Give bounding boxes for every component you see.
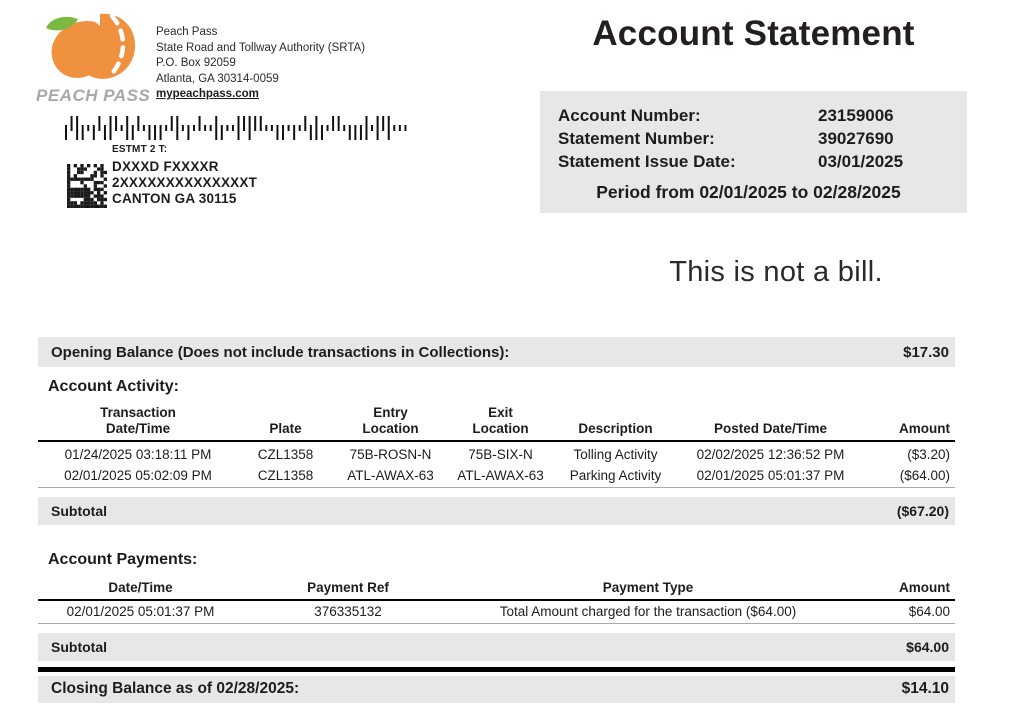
closing-divider [38, 667, 955, 672]
cell-entry: ATL-AWAX-63 [347, 467, 434, 483]
cell-payment-ref: 376335132 [314, 604, 382, 620]
cell-transaction: 01/24/2025 03:18:11 PM [64, 447, 212, 462]
cell-description: Tolling Activity [573, 447, 658, 462]
statement-number-label: Statement Number: [558, 129, 715, 148]
peach-icon [38, 10, 150, 84]
account-payments-heading: Account Payments: [48, 550, 198, 568]
col-payment-type: Payment Type [602, 579, 694, 595]
opening-balance-bar [38, 337, 955, 367]
sender-name: Peach Pass [156, 26, 218, 38]
col-amount: Amount [899, 579, 950, 595]
col-posted-datetime: Posted Date/Time [713, 420, 828, 436]
col-plate: Plate [269, 420, 302, 436]
payments-header-row [38, 580, 955, 601]
not-a-bill-notice: This is not a bill. [669, 256, 883, 288]
account-activity-heading: Account Activity: [48, 378, 179, 395]
cell-plate: CZL1358 [257, 467, 314, 483]
col-datetime: Date/Time [108, 579, 173, 595]
cell-posted: 02/02/2025 12:36:52 PM [696, 447, 845, 462]
col-description: Description [578, 420, 653, 436]
cell-plate: CZL1358 [257, 447, 314, 462]
recipient-name: DXXXD FXXXXR [112, 159, 219, 174]
opening-balance-label: Opening Balance (Does not include transactions in Collections): [51, 343, 510, 361]
closing-balance-label: Closing Balance as of 02/28/2025: [51, 680, 300, 697]
col-transaction-datetime: Transaction Date/Time [100, 405, 176, 436]
cell-amount: $64.00 [908, 604, 950, 620]
activity-subtotal-label: Subtotal [51, 502, 107, 519]
account-number-row [558, 104, 967, 127]
cell-transaction: 02/01/2025 05:02:09 PM [64, 467, 212, 483]
cell-datetime: 02/01/2025 05:01:37 PM [66, 604, 215, 620]
sender-line: State Road and Tollway Authority (SRTA) [156, 41, 366, 54]
cell-description: Parking Activity [569, 467, 662, 483]
account-number-value: 23159006 [818, 106, 894, 125]
cell-exit: ATL-AWAX-63 [457, 467, 544, 483]
account-number-label: Account Number: [558, 106, 701, 125]
closing-balance-bar [38, 676, 955, 703]
col-amount: Amount [899, 420, 950, 436]
cell-entry: 75B-ROSN-N [349, 447, 432, 462]
account-payments-table [38, 580, 955, 624]
activity-subtotal-bar [38, 497, 955, 525]
issue-date-value: 03/01/2025 [818, 152, 904, 171]
activity-subtotal-amount: ($67.20) [896, 502, 949, 519]
payments-subtotal-bar [38, 633, 955, 661]
statement-number-value: 39027690 [818, 129, 894, 148]
table-row [38, 464, 955, 487]
page-title: Account Statement [592, 14, 915, 53]
issue-date-label: Statement Issue Date: [558, 152, 736, 171]
sender-line: P.O. Box 92059 [156, 57, 236, 69]
cell-payment-type: Total Amount charged for the transaction ($64.00) [499, 604, 797, 620]
recipient-street: 2XXXXXXXXXXXXXXT [112, 175, 258, 190]
website-link[interactable]: mypeachpass.com [156, 88, 259, 100]
sender-address [156, 25, 365, 103]
table-row [38, 600, 955, 623]
cell-exit: 75B-SIX-N [468, 447, 533, 462]
col-exit-location: Exit Location [472, 405, 529, 436]
intelligent-mail-barcode [65, 116, 410, 140]
peach-pass-logo [36, 10, 154, 106]
cell-posted: 02/01/2025 05:01:37 PM [696, 467, 845, 483]
statement-number-row [558, 127, 967, 150]
payments-subtotal-amount: $64.00 [906, 638, 949, 655]
closing-balance-amount: $14.10 [901, 680, 949, 697]
col-payment-ref: Payment Ref [307, 579, 389, 595]
account-info-box [540, 91, 967, 213]
table-row [38, 441, 955, 464]
estmt-label: ESTMT 2 T: [112, 144, 168, 155]
account-activity-table [38, 405, 955, 488]
statement-period: Period from 02/01/2025 to 02/28/2025 [596, 182, 901, 202]
col-entry-location: Entry Location [362, 405, 419, 436]
recipient-city: CANTON GA 30115 [112, 191, 237, 206]
payments-subtotal-label: Subtotal [51, 638, 107, 655]
data-matrix-barcode [67, 164, 107, 208]
statement-body [38, 337, 955, 703]
logo-wordmark: PEACH PASS [36, 86, 151, 105]
issue-date-row [558, 150, 967, 173]
sender-line: Atlanta, GA 30314-0059 [156, 72, 279, 85]
activity-header-row [38, 405, 955, 441]
recipient-address [112, 159, 257, 207]
cell-amount: ($3.20) [907, 447, 950, 462]
opening-balance-amount: $17.30 [903, 343, 949, 361]
cell-amount: ($64.00) [899, 467, 950, 483]
